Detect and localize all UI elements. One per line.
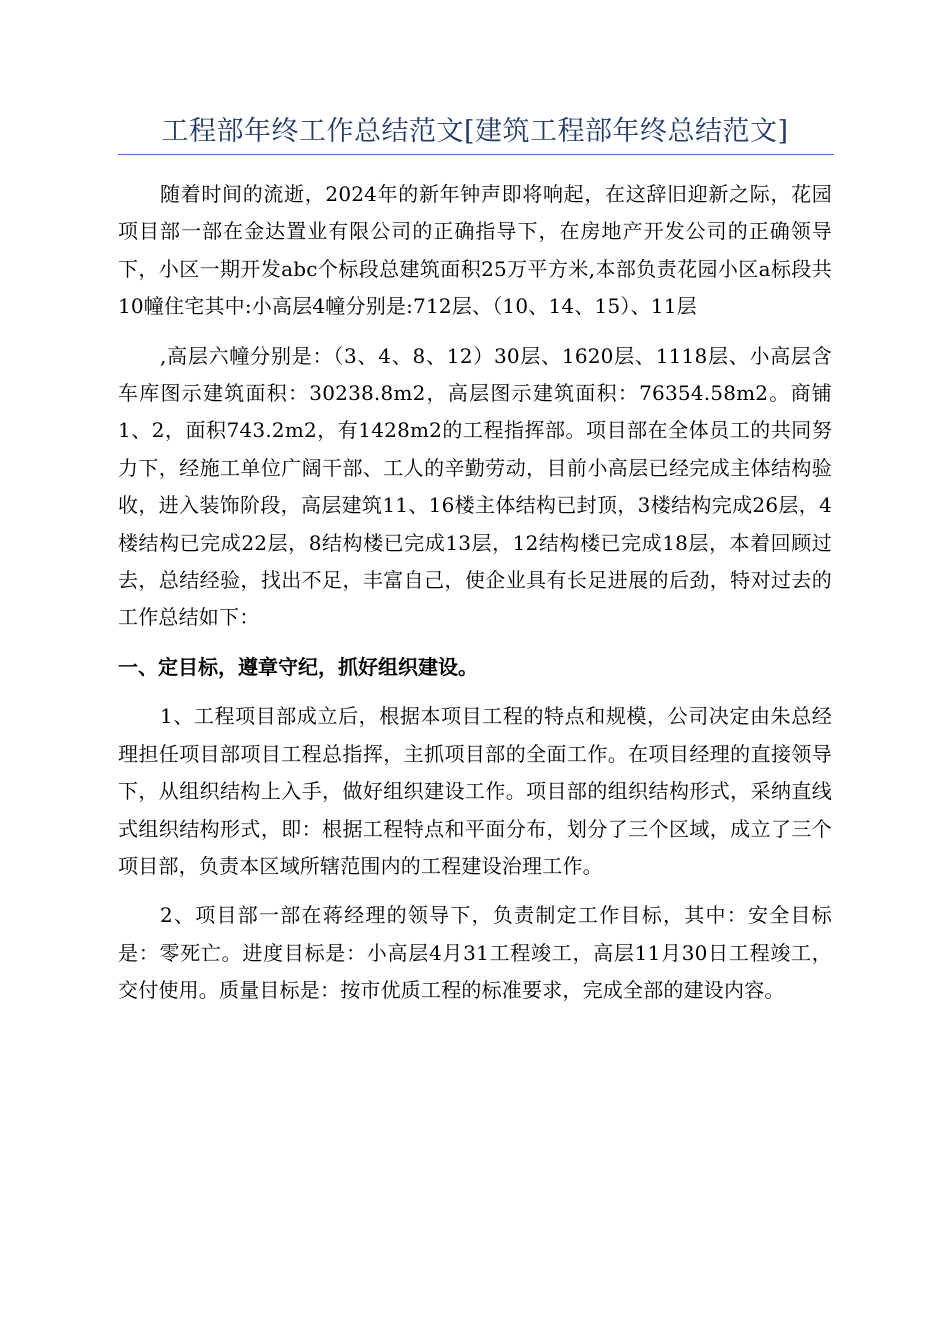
progress-paragraph: ,高层六幢分别是：（3、4、8、12）30层、1620层、1118层、小高层含车库图示建筑面积：30238.8m2，高层图示建筑面积：76354.58m2。商铺1、2，面积743.2m2，有1428m2的工程指挥部。项目部在全体员工的共同努力下，经施工单位广阔干部、工人的辛勤劳动，目前小高层已经完成主体结构验收，进入装饰阶段，高层建筑11、16楼主体结构已封顶，3楼结构完成26层，4楼结构已完成22层，8结构楼已完成13层，12结构楼已完成18层，本着回顾过去，总结经验，找出不足，丰富自己，使企业具有长足进展的后劲，特对过去的工作总结如下： (118, 343, 832, 630)
document-body (118, 176, 832, 1010)
intro-paragraph: 随着时间的流逝，2024年的新年钟声即将响起，在这辞旧迎新之际，花园项目部一部在金达置业有限公司的正确指导下，在房地产开发公司的正确领导下，小区一期开发abc个标段总建筑面积25万平方米,本部负责花园小区a标段共10幢住宅其中:小高层4幢分别是:712层、（10、14、15）、11层 (118, 182, 832, 319)
section-paragraph-organization: 1、工程项目部成立后，根据本项目工程的特点和规模，公司决定由朱总经理担任项目部项目工程总指挥，主抓项目部的全面工作。在项目经理的直接领导下，从组织结构上入手，做好组织建设工作。项目部的组织结构形式，采纳直线式组织结构形式，即：根据工程特点和平面分布，划分了三个区域，成立了三个项目部，负责本区域所辖范围内的工程建设治理工作。 (118, 704, 832, 878)
section-paragraph-targets: 2、项目部一部在蒋经理的领导下，负责制定工作目标，其中：安全目标是：零死亡。进度目标是：小高层4月31工程竣工，高层11月30日工程竣工，交付使用。质量目标是：按市优质工程的标准要求，完成全部的建设内容。 (118, 903, 832, 1003)
document-title: 工程部年终工作总结范文[建筑工程部年终总结范文] (161, 116, 789, 147)
section-heading: 一、定目标，遵章守纪，抓好组织建设。 (118, 654, 478, 679)
title-underline (118, 154, 834, 155)
